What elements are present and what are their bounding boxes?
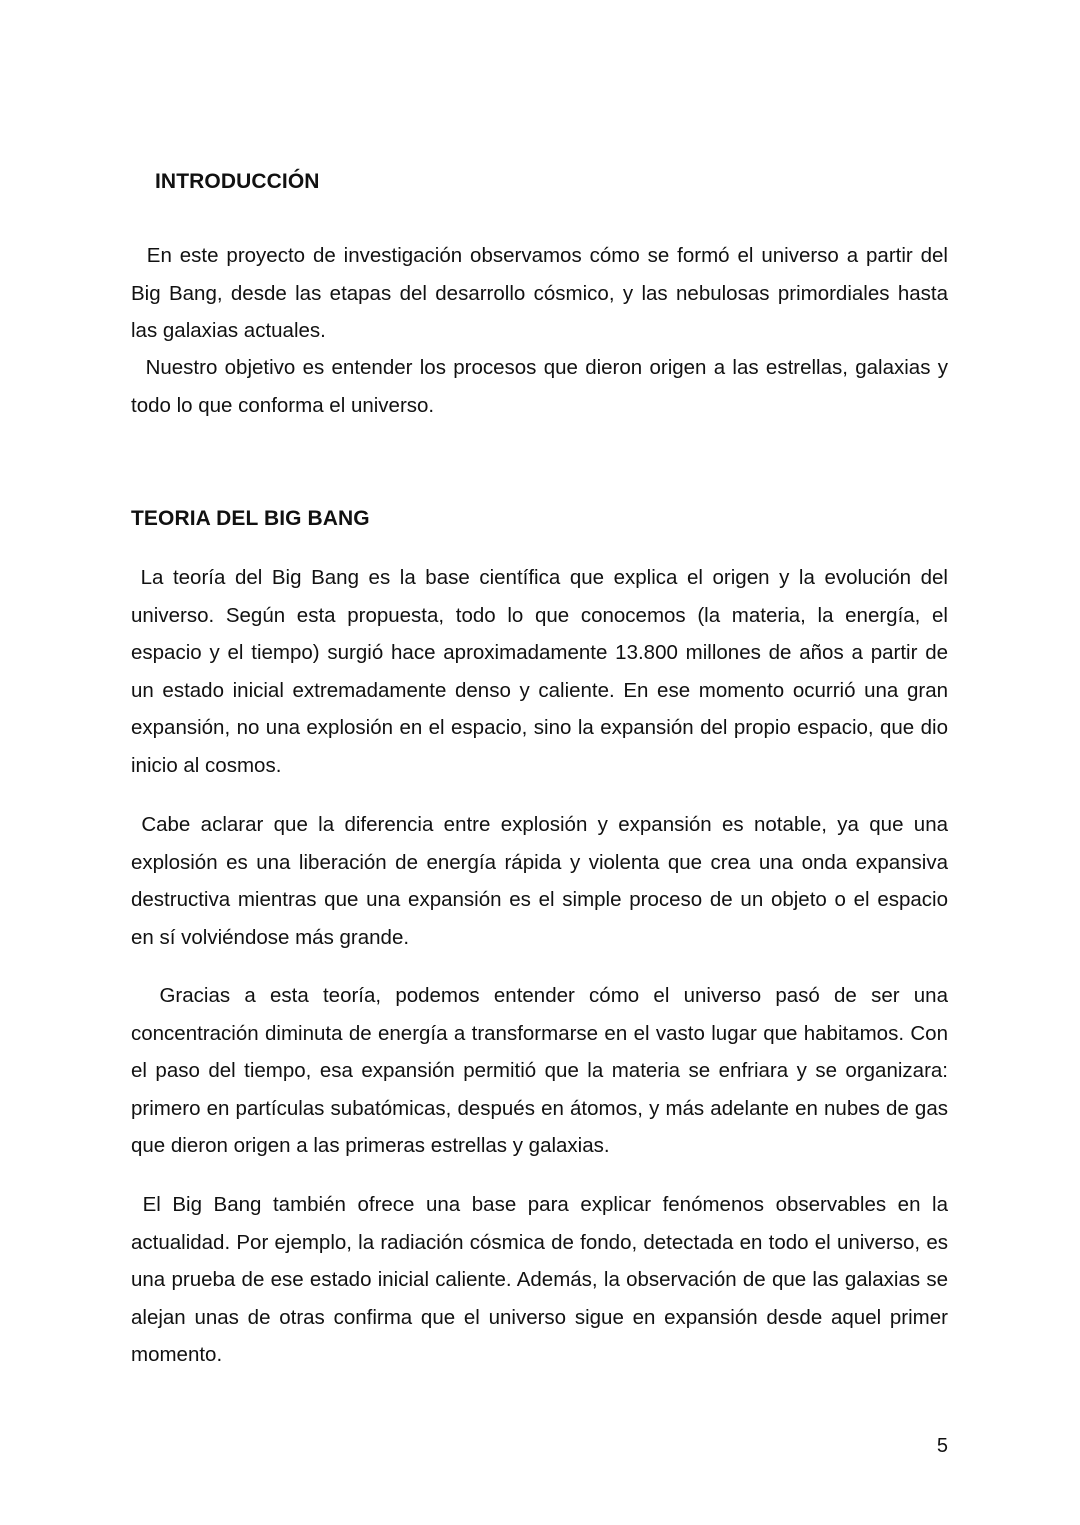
big-bang-heading: TEORIA DEL BIG BANG [131,507,370,530]
big-bang-paragraph-4: El Big Bang también ofrece una base para explicar fenómenos observables en la actualidad. Por ejemplo, la radiación cósmica de fondo, detectada en todo el universo, es una prueba de ese estado inicial caliente. Además, la observación de que las galaxias se alejan unas de otras confirma que el universo sigue en expansión desde aquel primer momento. [131,1193,954,1366]
intro-heading: INTRODUCCIÓN [155,170,320,193]
big-bang-paragraph-1: La teoría del Big Bang es la base científica que explica el origen y la evolución del universo. Según esta propuesta, todo lo que conocemos (la materia, la energía, el espacio y el tiempo) surgió hace aproximadamente 13.800 millones de años a partir de un estado inicial extremadamente denso y caliente. En ese momento ocurrió una gran expansión, no una explosión en el espacio, sino la expansión del propio espacio, que dio inicio al cosmos. [131,566,954,777]
intro-paragraph-1: En este proyecto de investigación observamos cómo se formó el universo a partir del Big Bang, desde las etapas del desarrollo cósmico, y las nebulosas primordiales hasta las galaxias actuales. [131,244,954,342]
big-bang-paragraph-3: Gracias a esta teoría, podemos entender cómo el universo pasó de ser una concentración diminuta de energía a transformarse en el vasto lugar que habitamos. Con el paso del tiempo, esa expansión permitió que la materia se enfriara y se organizara: primero en partículas subatómicas, después en átomos, y más adelante en nubes de gas que dieron origen a las primeras estrellas y galaxias. [131,984,954,1157]
intro-paragraph-2: Nuestro objetivo es entender los procesos que dieron origen a las estrellas, galaxias y todo lo que conforma el universo. [131,356,954,417]
page-number: 5 [936,1435,948,1457]
big-bang-paragraph-2: Cabe aclarar que la diferencia entre explosión y expansión es notable, ya que una explosión es una liberación de energía rápida y violenta que crea una onda expansiva destructiva mientras que una expansión es el simple proceso de un objeto o el espacio en sí volviéndose más grande. [131,813,954,949]
